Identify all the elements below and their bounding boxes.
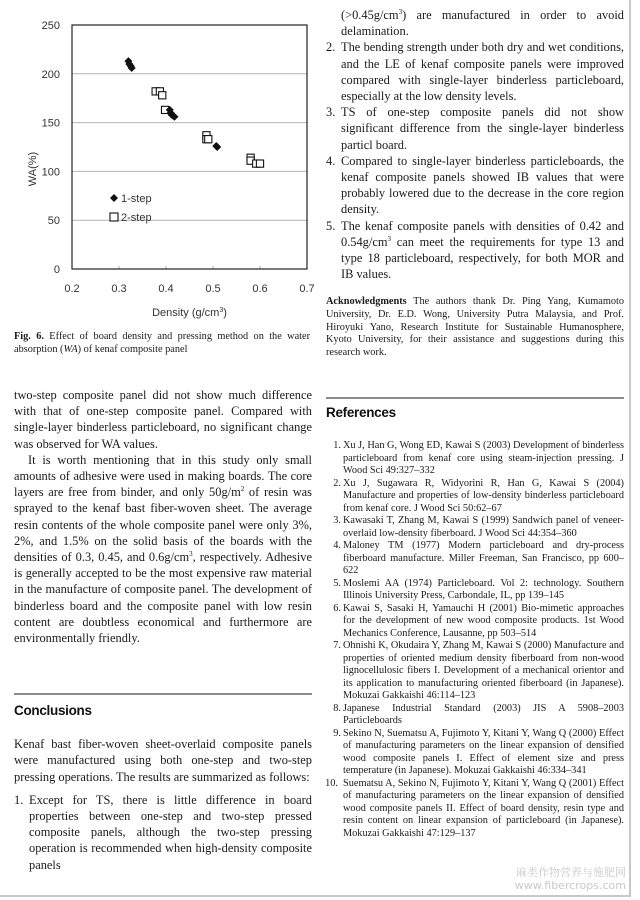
watermark: 麻类作物营养与施肥网 www.fibercrops.com: [514, 866, 626, 892]
legend-label-1-step: 1-step: [121, 193, 152, 205]
reference-item: 4. Maloney TM (1977) Modern particleboard and dry-process fiberboard manufacture. Miller Freeman, San Francisco, pp 600–622: [333, 540, 624, 577]
x-tick-label: 0.2: [64, 283, 80, 295]
scatter-plot: [0, 0, 320, 320]
data-point-2-step: [205, 136, 212, 143]
x-tick-label: 0.3: [111, 283, 127, 295]
acknowledgments: Acknowledgments The authors thank Dr. Ping Yang, Kumamoto University, Dr. E.D. Wong, University Putra Malaysia, and Prof. Hiroyuki Yano, Research Institute for Sustainable Humanosphere, Kyoto University, for their assistance and suggestions during this research work.: [326, 296, 624, 358]
reference-item: 1. Xu J, Han G, Wong ED, Kawai S (2003) Development of binderless particleboard from kenaf core using steam-injection pressing. J Wood Sci 49:327–332: [333, 440, 624, 477]
y-tick-label: 0: [53, 264, 60, 276]
conclusion-item: 4. Compared to single-layer binderless particleboards, the kenaf composite panels showed IB values that were probably lowered due to the decrease in the core region density.: [326, 153, 624, 217]
legend-diamond-icon: [110, 194, 118, 202]
y-tick-label: 50: [47, 215, 60, 228]
plot-frame: [72, 25, 307, 269]
conclusion-item: 5. The kenaf composite panels with densities of 0.42 and $0.54g/cm^3$ can meet the requirements for type 13 and type 18 particleboard, respectively, for both MOR and IB values.: [326, 218, 624, 282]
conclusions-list-continued: [326, 7, 624, 282]
references-list: [326, 440, 624, 840]
reference-item: 10. Suematsu A, Sekino N, Fujimoto Y, Kitani Y, Wang Q (2001) Effect of manufacturing parameters on the linear expansion of densified wood composite panels II. Effect of board density, resin type and resin content on linear expansion of particleboard (in Japanese). Mokuzai Gakkaishi 47:129–137: [325, 777, 624, 839]
references-heading: References: [326, 405, 396, 421]
data-point-2-step: [159, 92, 166, 99]
reference-item: 2. Xu J, Sugawara R, Widyorini R, Han G, Kawai S (2004) Manufacture and properties of low-density binderless particleboard from kenaf core. J Wood Sci 50:62–67: [333, 477, 624, 514]
x-axis-label: Density $(g/cm^3)$: [152, 307, 227, 319]
x-tick-label: 0.7: [299, 283, 315, 295]
reference-item: 8. Japanese Industrial Standard (2003) JIS A 5908–2003 Particleboards: [333, 702, 624, 727]
conclusions-list: [14, 792, 312, 873]
legend-square-icon: [110, 213, 118, 221]
y-tick-label: 250: [41, 20, 60, 32]
conclusions-intro: Kenaf bast fiber-woven sheet-overlaid composite panels were manufactured using both one-step and two-step pressing operations. The results are summarized as follows:: [14, 737, 312, 784]
y-tick-label: 200: [41, 68, 60, 81]
reference-item: 3. Kawasaki T, Zhang M, Kawai S (1999) Sandwich panel of veneer-overlaid low-density fiberboard. J Wood Sci 44:354–360: [333, 515, 624, 539]
figure-label: Fig. 6.: [14, 331, 44, 342]
x-tick-label: 0.4: [158, 283, 174, 295]
y-tick-label: 100: [41, 166, 60, 179]
reference-item: 9. Sekino N, Suematsu A, Fujimoto Y, Kitani Y, Wang Q (2000) Effect of manufacturing parameters on the linear expansion of densified wood composite panels I. Effect of element size and press temperature (in Japanese). Mokuzai Gakkaishi 46:334–341: [333, 727, 624, 777]
y-axis-label: WA(%): [27, 151, 39, 187]
conclusion-item-continued: $(>0.45g/cm^3)$ are manufactured in order to avoid delamination.: [341, 7, 624, 39]
x-tick-label: 0.6: [252, 283, 268, 295]
reference-item: 7. Ohnishi K, Okudaira Y, Zhang M, Kawai S (2000) Manufacture and properties of oriented medium density fiberboard from non-wood lignocellulosic fibers I. Development of a mechanical orientor and its application to manufacturing oriented fiberboard (in Japanese). Mokuzai Gakkaishi 46:114–123: [333, 640, 624, 702]
x-tick-label: 0.5: [205, 283, 221, 295]
right-column: [326, 7, 624, 840]
y-tick-label: 150: [41, 117, 60, 130]
paragraph-adhesive: It is worth mentioning that in this study only small amounts of adhesive were used in making boards. The core layers are free from binder, and only $50g/m^2$ of resin was sprayed to the kenaf bast fiber-woven sheet. The average resin contents of the whole composite panel were only 3%, 2%, and 1.5% on the solid basis of the boards with the densities of 0.3, 0.45, and $0.6g/cm^3$, respectively. Adhesive is generally accepted to be the most expensive raw material in the manufacture of composite panel. The development of binderless board and the composite panel with low resin content are doubtless economical and furthermore are environmentally friendly.: [14, 452, 312, 646]
conclusion-item: 1. Except for TS, there is little difference in board properties between one-step and two-step pressed composite panels, although the two-step pressing operation is recommended when high-density composite panels: [14, 792, 312, 872]
paragraph-wa-comparison: two-step composite panel did not show much difference with that of one-step composite panel. Compared with single-layer binderless particleboard, no significant change was observed for WA values.: [14, 388, 312, 451]
figure-caption: Fig. 6. Effect of board density and pressing method on the water absorption (WA) of kenaf composite panel: [14, 331, 310, 355]
conclusions-heading: Conclusions: [14, 703, 92, 719]
conclusion-item: 3. TS of one-step composite panels did not show significant difference from the single-layer binderless particl board.: [326, 105, 624, 152]
data-point-2-step: [256, 160, 263, 167]
left-column: [14, 387, 312, 873]
figure-6-chart: [0, 0, 320, 320]
legend-label-2-step: 2-step: [121, 212, 152, 224]
reference-item: 6. Kawai S, Sasaki H, Yamauchi H (2001) Bio-mimetic approaches for the development of new wood composite products. 1st Wood Mechanics Conference, Lausanne, pp 503–514: [333, 602, 624, 639]
reference-item: 5. Moslemi AA (1974) Particleboard. Vol 2: technology. Southern Illinois University Press, Carbondale, IL, pp 139–145: [333, 577, 624, 602]
conclusion-item: 2. The bending strength under both dry and wet conditions, and the LE of kenaf composite panels were improved compared with single-layer binderless particleboard, especially at the low density levels.: [326, 40, 624, 104]
